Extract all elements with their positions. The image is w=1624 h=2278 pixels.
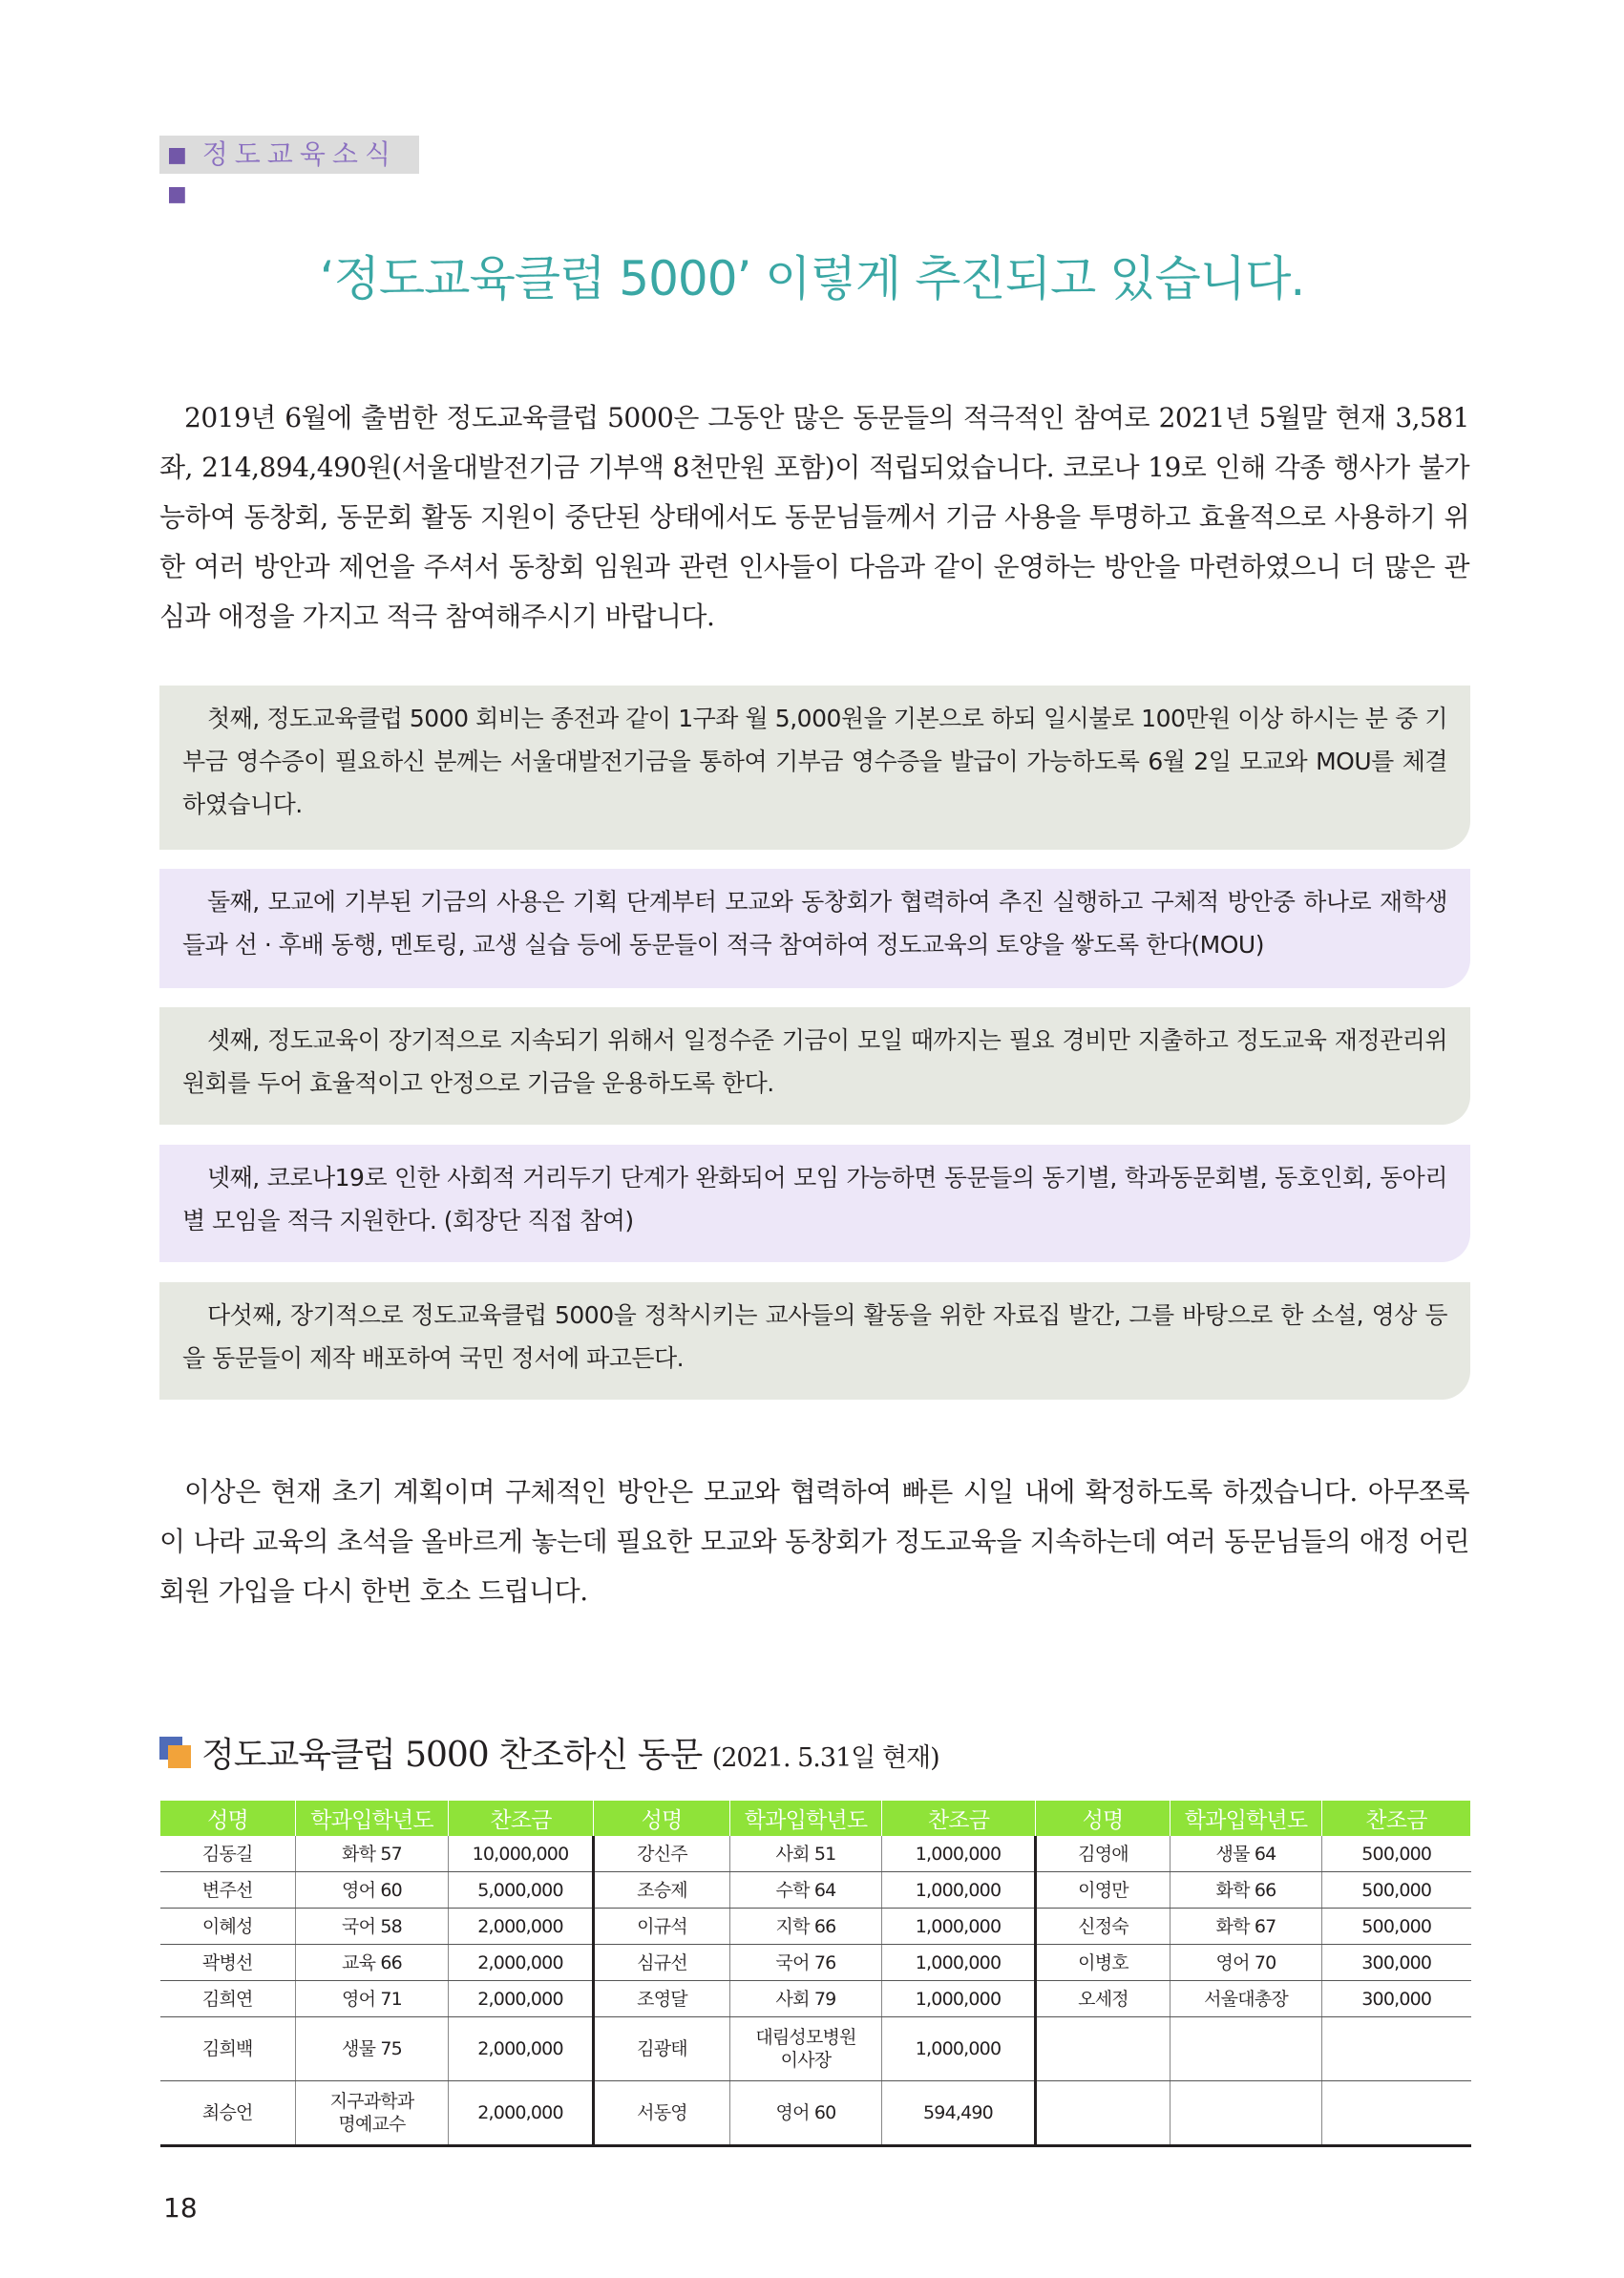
table-row — [160, 1945, 1471, 1981]
table-cell — [1322, 2081, 1471, 2146]
closing-paragraph: 이상은 현재 초기 계획이며 구체적인 방안은 모교와 협력하여 빠른 시일 내에 확정하도록 하겠습니다. 아무쪼록 이 나라 교육의 초석을 올바르게 놓는데 필요한 모교와 동창회가 정도교육을 지속하는데 여러 동문님들의 애정 어린 회원 가입을 다시 한번 호소 드립니다. — [159, 1476, 1469, 1607]
table-cell — [1036, 2081, 1171, 2146]
page-headline: ‘정도교육클럽 5000’ 이렇게 추진되고 있습니다. — [319, 251, 1305, 306]
item-box-3 — [159, 1007, 1470, 1125]
item-text: 둘째, 모교에 기부된 기금의 사용은 기획 단계부터 모교와 동창회가 협력하여 추진 실행하고 구체적 방안중 하나로 재학생들과 선 · 후배 동행, 멘토링, 교생 실습 등에 동문들이 적극 참여하여 정도교육의 토양을 쌓도록 한다(MOU) — [182, 888, 1447, 959]
item-text: 첫째, 정도교육클럽 5000 회비는 종전과 같이 1구좌 월 5,000원을 기본으로 하되 일시불로 100만원 이상 하시는 분 중 기부금 영수증이 필요하신 분께는 서울대발전기금을 통하여 기부금 영수증을 발급이 가능하도록 6월 2일 모교와 MOU를 체결하였습니다. — [182, 705, 1447, 818]
table-cell: 1,000,000 — [882, 1945, 1036, 1981]
square-bullet-icon: ■ — [167, 143, 187, 167]
table-cell: 1,000,000 — [882, 1981, 1036, 2017]
table-cell: 지학 66 — [730, 1909, 882, 1945]
table-cell: 2,000,000 — [449, 1909, 594, 1945]
table-cell: 수학 64 — [730, 1872, 882, 1909]
table-cell: 영어 71 — [296, 1981, 449, 2017]
table-cell: 영어 60 — [730, 2081, 882, 2146]
item-text: 셋째, 정도교육이 장기적으로 지속되기 위해서 일정수준 기금이 모일 때까지는 필요 경비만 지출하고 정도교육 재정관리위원회를 두어 효율적이고 안정으로 기금을 운용하도록 한다. — [182, 1026, 1447, 1097]
table-cell — [1171, 2081, 1322, 2146]
table-cell: 조승제 — [594, 1872, 730, 1909]
table-cell: 사회 51 — [730, 1836, 882, 1872]
column-header: 성명 — [1036, 1801, 1171, 1836]
item-text: 다섯째, 장기적으로 정도교육클럽 5000을 정착시키는 교사들의 활동을 위한 자료집 발간, 그를 바탕으로 한 소설, 영상 등을 동문들이 제작 배포하여 국민 정서에 파고든다. — [182, 1301, 1447, 1372]
table-cell: 화학 57 — [296, 1836, 449, 1872]
table-cell: 1,000,000 — [882, 1872, 1036, 1909]
table-cell: 500,000 — [1322, 1872, 1471, 1909]
section-tag-label: 정도교육소식 — [201, 138, 397, 170]
column-header: 학과입학년도 — [296, 1801, 449, 1836]
table-cell — [1322, 2017, 1471, 2081]
table-cell: 변주선 — [160, 1872, 296, 1909]
column-header: 찬조금 — [882, 1801, 1036, 1836]
table-cell: 1,000,000 — [882, 1836, 1036, 1872]
item-box-2 — [159, 869, 1470, 988]
table-row — [160, 2081, 1471, 2146]
table-cell: 300,000 — [1322, 1945, 1471, 1981]
page-number: 18 — [163, 2192, 198, 2224]
table-row — [160, 2017, 1471, 2081]
square-bullet-icon: ■ — [167, 182, 187, 206]
intro-paragraph: 2019년 6월에 출범한 정도교육클럽 5000은 그동안 많은 동문들의 적극적인 참여로 2021년 5월말 현재 3,581좌, 214,894,490원(서울대발전기금 기부액 8천만원 포함)이 적립되었습니다. 코로나 19로 인해 각종 행사가 불가능하여 동창회, 동문회 활동 지원이 중단된 상태에서도 동문님들께서 기금 사용을 투명하고 효율적으로 사용하기 위한 여러 방안과 제언을 주셔서 동창회 임원과 관련 인사들이 다음과 같이 운영하는 방안을 마련하였으니 더 많은 관심과 애정을 가지고 적극 참여해주시기 바랍니다. — [159, 402, 1469, 632]
table-cell: 500,000 — [1322, 1836, 1471, 1872]
table-cell: 이혜성 — [160, 1909, 296, 1945]
table-cell — [1036, 2017, 1171, 2081]
column-header: 성명 — [160, 1801, 296, 1836]
column-header: 찬조금 — [449, 1801, 594, 1836]
table-cell: 생물 64 — [1171, 1836, 1322, 1872]
table-cell: 생물 75 — [296, 2017, 449, 2081]
column-header: 찬조금 — [1322, 1801, 1471, 1836]
table-cell: 최승언 — [160, 2081, 296, 2146]
table-cell: 영어 70 — [1171, 1945, 1322, 1981]
table-cell: 10,000,000 — [449, 1836, 594, 1872]
table-cell: 2,000,000 — [449, 2081, 594, 2146]
table-cell: 김희백 — [160, 2017, 296, 2081]
table-cell: 화학 67 — [1171, 1909, 1322, 1945]
table-cell: 교육 66 — [296, 1945, 449, 1981]
table-cell: 사회 79 — [730, 1981, 882, 2017]
table-cell: 이영만 — [1036, 1872, 1171, 1909]
table-title — [159, 1728, 939, 1777]
column-header: 성명 — [594, 1801, 730, 1836]
table-cell: 오세정 — [1036, 1981, 1171, 2017]
item-box-4 — [159, 1145, 1470, 1262]
table-title-text: 정도교육클럽 5000 찬조하신 동문 — [201, 1736, 703, 1775]
table-row — [160, 1836, 1471, 1872]
table-cell: 지구과학과 명예교수 — [296, 2081, 449, 2146]
table-cell: 300,000 — [1322, 1981, 1471, 2017]
table-cell: 1,000,000 — [882, 1909, 1036, 1945]
table-cell: 화학 66 — [1171, 1872, 1322, 1909]
table-cell: 2,000,000 — [449, 1981, 594, 2017]
table-cell: 김희연 — [160, 1981, 296, 2017]
table-row — [160, 1909, 1471, 1945]
square-icon — [159, 1737, 192, 1769]
table-cell: 서동영 — [594, 2081, 730, 2146]
column-header: 학과입학년도 — [730, 1801, 882, 1836]
table-cell — [1171, 2017, 1322, 2081]
table-cell: 신정숙 — [1036, 1909, 1171, 1945]
table-cell: 김동길 — [160, 1836, 296, 1872]
table-row — [160, 1981, 1471, 2017]
section-tag — [159, 136, 419, 206]
table-cell: 이규석 — [594, 1909, 730, 1945]
table-cell: 국어 76 — [730, 1945, 882, 1981]
table-cell: 김광태 — [594, 2017, 730, 2081]
table-header-row — [160, 1801, 1471, 1836]
table-cell: 심규선 — [594, 1945, 730, 1981]
table-subtitle: (2021. 5.31일 현재) — [711, 1743, 939, 1773]
table-cell: 서울대총장 — [1171, 1981, 1322, 2017]
table-cell: 곽병선 — [160, 1945, 296, 1981]
table-cell: 500,000 — [1322, 1909, 1471, 1945]
item-text: 넷째, 코로나19로 인한 사회적 거리두기 단계가 완화되어 모임 가능하면 동문들의 동기별, 학과동문회별, 동호인회, 동아리별 모임을 적극 지원한다. (회장단 직접 참여) — [182, 1164, 1447, 1234]
table-cell: 2,000,000 — [449, 2017, 594, 2081]
table-cell: 조영달 — [594, 1981, 730, 2017]
table-cell: 2,000,000 — [449, 1945, 594, 1981]
table-cell: 1,000,000 — [882, 2017, 1036, 2081]
table-cell: 강신주 — [594, 1836, 730, 1872]
table-cell: 대림성모병원 이사장 — [730, 2017, 882, 2081]
donor-table — [159, 1801, 1471, 2147]
table-cell: 594,490 — [882, 2081, 1036, 2146]
table-cell: 영어 60 — [296, 1872, 449, 1909]
column-header: 학과입학년도 — [1171, 1801, 1322, 1836]
item-box-1 — [159, 686, 1470, 850]
table-cell: 김영애 — [1036, 1836, 1171, 1872]
table-cell: 국어 58 — [296, 1909, 449, 1945]
table-cell: 5,000,000 — [449, 1872, 594, 1909]
table-cell: 이병호 — [1036, 1945, 1171, 1981]
table-row — [160, 1872, 1471, 1909]
item-box-5 — [159, 1282, 1470, 1400]
